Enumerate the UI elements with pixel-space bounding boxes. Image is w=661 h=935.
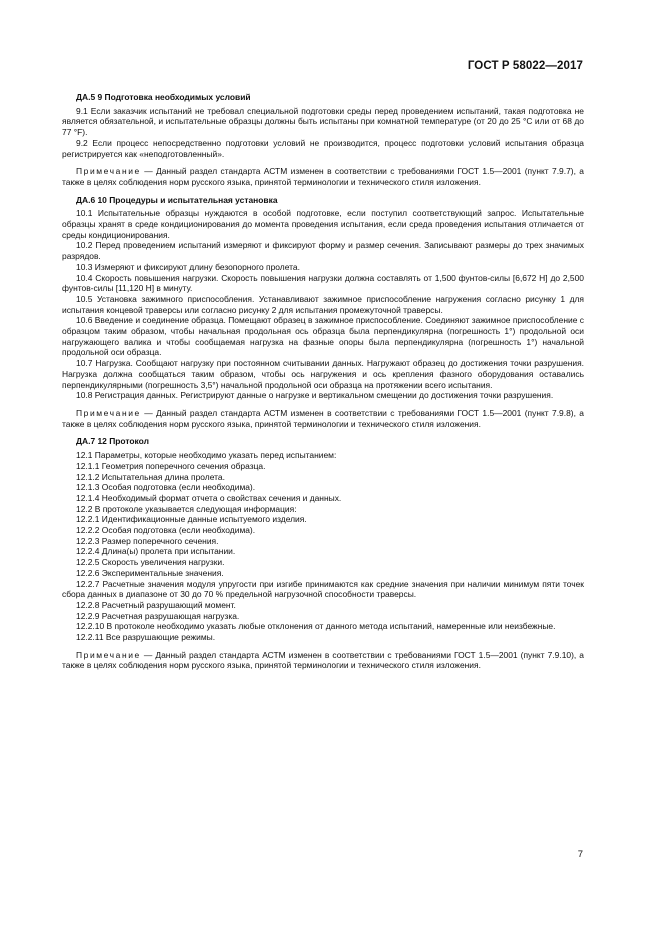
paragraph-9-1: 9.1 Если заказчик испытаний не требовал специальной подготовки среды перед проведением испытаний, такая подготовка не является обязательной, и испытательные образцы должны быть испытаны при комнатной температуре (от 20 до 25 °С или от 68 до 77 °F). <box>62 105 584 138</box>
note-label: Примечание <box>76 407 141 418</box>
note-da5 <box>62 166 584 187</box>
section-title-da6: ДА.6 10 Процедуры и испытательная установка <box>76 194 278 205</box>
paragraph-12-2-5: 12.2.5 Скорость увеличения нагрузки. <box>76 557 225 568</box>
paragraph-12-2-8: 12.2.8 Расчетный разрушающий момент. <box>76 599 236 610</box>
page-number: 7 <box>577 849 583 860</box>
note-label: Примечание <box>76 166 141 177</box>
note-text: — Данный раздел стандарта АСТМ изменен в соответствии с требованиями ГОСТ 1.5—2001 (пункт 7.9.10), а также в целях соблюдения норм русского языка, принятой терминологии и технического стиля изложения. <box>62 649 584 671</box>
paragraph-10-6: 10.6 Введение и соединение образца. Помещают образец в зажимное приспособление. Соединяют зажимное приспособление с образцом таким образом, чтобы начальная продольная ось образца была перпендикулярна (погрешность 1°) продольной оси нагружающего валика и чтобы сообщаемая нагрузка на фазные опоры была перпендикулярна (погрешность 1°) начальной продольной оси образца. <box>62 315 584 358</box>
paragraph-10-7: 10.7 Нагрузка. Сообщают нагрузку при постоянном считывании данных. Нагружают образец до достижения точки разрушения. Нагрузка должна сообщаться таким образом, чтобы ось нагружения и ось крепления фазного оборудования оставались перпендикулярными (погрешность 3,5°) начальной продольной оси образца на протяжении всего испытания. <box>62 358 584 390</box>
section-title-da7: ДА.7 12 Протокол <box>76 436 149 447</box>
paragraph-12-1: 12.1 Параметры, которые необходимо указать перед испытанием: <box>76 450 337 461</box>
paragraph-10-1: 10.1 Испытательные образцы нуждаются в особой подготовке, если поступил соответствующий запрос. Испытательные образцы хранят в среде кондиционирования до момента проведения испытания, если среда проведения испытания отличается от среды кондиционирования. <box>62 208 584 240</box>
paragraph-12-2-3: 12.2.3 Размер поперечного сечения. <box>76 535 219 546</box>
paragraph-12-2: 12.2 В протоколе указывается следующая информация: <box>76 503 297 514</box>
paragraph-12-2-7: 12.2.7 Расчетные значения модуля упругости при изгибе принимаются как средние значения при наличии минимум пяти точек сбора данных в диапазоне от 30 до 70 % предельной нагрузочной способности траверсы. <box>62 578 584 600</box>
paragraph-12-1-2: 12.1.2 Испытательная длина пролета. <box>76 471 225 482</box>
document-header: ГОСТ Р 58022—2017 <box>467 60 583 72</box>
paragraph-10-5: 10.5 Установка зажимного приспособления. Устанавливают зажимное приспособление нагружения согласно рисунку 1 для испытания концевой траверсы или согласно рисунку 2 для испытания промежуточной траверсы. <box>62 293 584 315</box>
document-body <box>62 92 584 671</box>
paragraph-12-1-1: 12.1.1 Геометрия поперечного сечения образца. <box>76 460 266 471</box>
paragraph-12-2-1: 12.2.1 Идентификационные данные испытуемого изделия. <box>76 514 307 525</box>
note-da7 <box>62 650 584 671</box>
paragraph-12-2-6: 12.2.6 Экспериментальные значения. <box>76 567 224 578</box>
paragraph-12-1-4: 12.1.4 Необходимый формат отчета о свойствах сечения и данных. <box>76 492 342 503</box>
note-label: Примечание <box>76 649 141 660</box>
paragraph-10-2: 10.2 Перед проведением испытаний измеряют и фиксируют форму и размер сечения. Записывают размеры до трех значимых разрядов. <box>62 240 584 262</box>
paragraph-12-2-11: 12.2.11 Все разрушающие режимы. <box>76 632 216 643</box>
paragraph-12-1-3: 12.1.3 Особая подготовка (если необходима). <box>76 482 256 493</box>
note-text: — Данный раздел стандарта АСТМ изменен в соответствии с требованиями ГОСТ 1.5—2001 (пункт 7.9.7), а также в целях соблюдения норм русского языка, принятой терминологии и технического стиля изложения. <box>62 166 584 187</box>
paragraph-12-2-2: 12.2.2 Особая подготовка (если необходима). <box>76 525 256 536</box>
note-text: — Данный раздел стандарта АСТМ изменен в соответствии с требованиями ГОСТ 1.5—2001 (пункт 7.9.8), а также в целях соблюдения норм русского языка, принятой терминологии и технического стиля изложения. <box>62 407 584 429</box>
paragraph-9-2: 9.2 Если процесс непосредственно подготовки условий не производится, процесс подготовки условий испытания образца регистрируется как «неподготовленный». <box>62 137 584 159</box>
paragraph-12-2-10: 12.2.10 В протоколе необходимо указать любые отклонения от данного метода испытаний, намеренные или неизбежные. <box>76 621 556 632</box>
paragraph-10-3: 10.3 Измеряют и фиксируют длину безопорного пролета. <box>76 261 300 272</box>
note-da6 <box>62 408 584 429</box>
paragraph-12-2-4: 12.2.4 Длина(ы) пролета при испытании. <box>76 546 236 557</box>
paragraph-12-2-9: 12.2.9 Расчетная разрушающая нагрузка. <box>76 610 240 621</box>
section-title-da5: ДА.5 9 Подготовка необходимых условий <box>76 92 251 102</box>
paragraph-10-8: 10.8 Регистрация данных. Регистрируют данные о нагрузке и вертикальном смещении до достижения точки разрушения. <box>76 390 554 401</box>
paragraph-10-4: 10.4 Скорость повышения нагрузки. Скорость повышения нагрузки должна составлять от 1,500 фунтов-силы [6,672 Н] до 2,500 фунтов-силы [11,120 Н] в минуту. <box>62 272 584 294</box>
